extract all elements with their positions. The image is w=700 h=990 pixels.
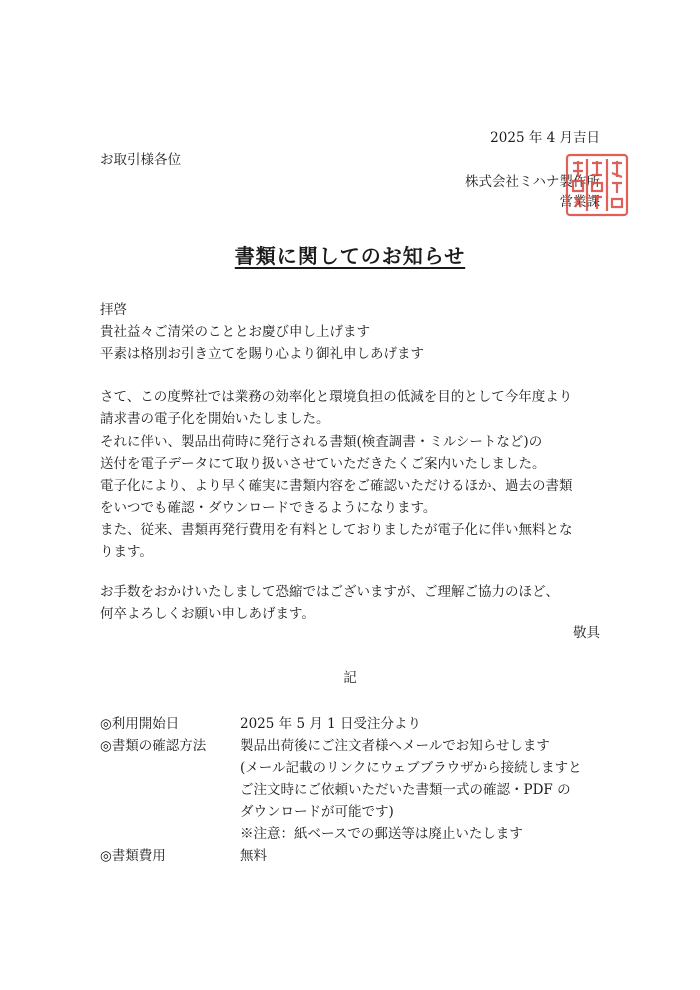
document-fee-label: ◎書類費用: [100, 848, 166, 864]
confirmation-method-line-3: ダウンロードが可能です): [240, 804, 394, 820]
body-line-5: をいつでも確認・ダウンロードできるようになります。: [100, 500, 437, 516]
greeting-line-1: 貴社益々ご清栄のこととお慶び申し上げます: [100, 324, 370, 340]
confirmation-method-line-4: ※注意：紙ベースでの郵送等は廃止いたします: [240, 826, 523, 842]
body-line-7: ります。: [100, 544, 153, 560]
company-name: 株式会社ミハナ製作所: [465, 174, 600, 190]
document-date: 2025 年 4 月吉日: [490, 130, 600, 146]
body-line-4: 電子化により、より早く確実に書類内容をご確認いただけるほか、過去の書類: [100, 478, 573, 494]
greeting-line-0: 拝啓: [100, 302, 127, 318]
greeting-line-2: 平素は格別お引き立てを賜り心より御礼申しあげます: [100, 346, 424, 362]
company-seal-stamp: [565, 153, 629, 217]
confirmation-method-label: ◎書類の確認方法: [100, 738, 207, 754]
closing-line-0: お手数をおかけいたしまして恐縮ではございますが、ご理解ご協力のほど、: [100, 584, 559, 600]
confirmation-method-line-1: (メール記載のリンクにウェブブラウザから接続しますと: [240, 760, 582, 776]
body-line-0: さて、この度弊社では業務の効率化と環境負担の低減を目的として今年度より: [100, 389, 573, 405]
confirmation-method-line-2: ご注文時にご依頼いただいた書類一式の確認・PDF の: [240, 782, 571, 798]
body-line-3: 送付を電子データにて取り扱いさせていただきたくご案内いたしました。: [100, 456, 546, 472]
ki-heading: 記: [343, 670, 357, 686]
body-line-2: それに伴い、製品出荷時に発行される書類(検査調書・ミルシートなど)の: [100, 434, 543, 450]
document-fee-value: 無料: [240, 848, 267, 864]
start-date-label: ◎利用開始日: [100, 716, 180, 732]
recipient-line: お取引様各位: [100, 152, 181, 168]
document-title: 書類に関してのお知らせ: [234, 244, 466, 268]
department-name: 営業課: [559, 194, 600, 210]
start-date-value: 2025 年 5 月 1 日受注分より: [240, 716, 421, 732]
kei-gu: 敬具: [573, 625, 600, 641]
closing-line-1: 何卒よろしくお願い申しあげます。: [100, 606, 315, 622]
body-line-1: 請求書の電子化を開始いたしました。: [100, 411, 330, 427]
confirmation-method-line-0: 製品出荷後にご注文者様へメールでお知らせします: [240, 738, 550, 754]
body-line-6: また、従来、書類再発行費用を有料としておりましたが電子化に伴い無料とな: [100, 522, 573, 538]
